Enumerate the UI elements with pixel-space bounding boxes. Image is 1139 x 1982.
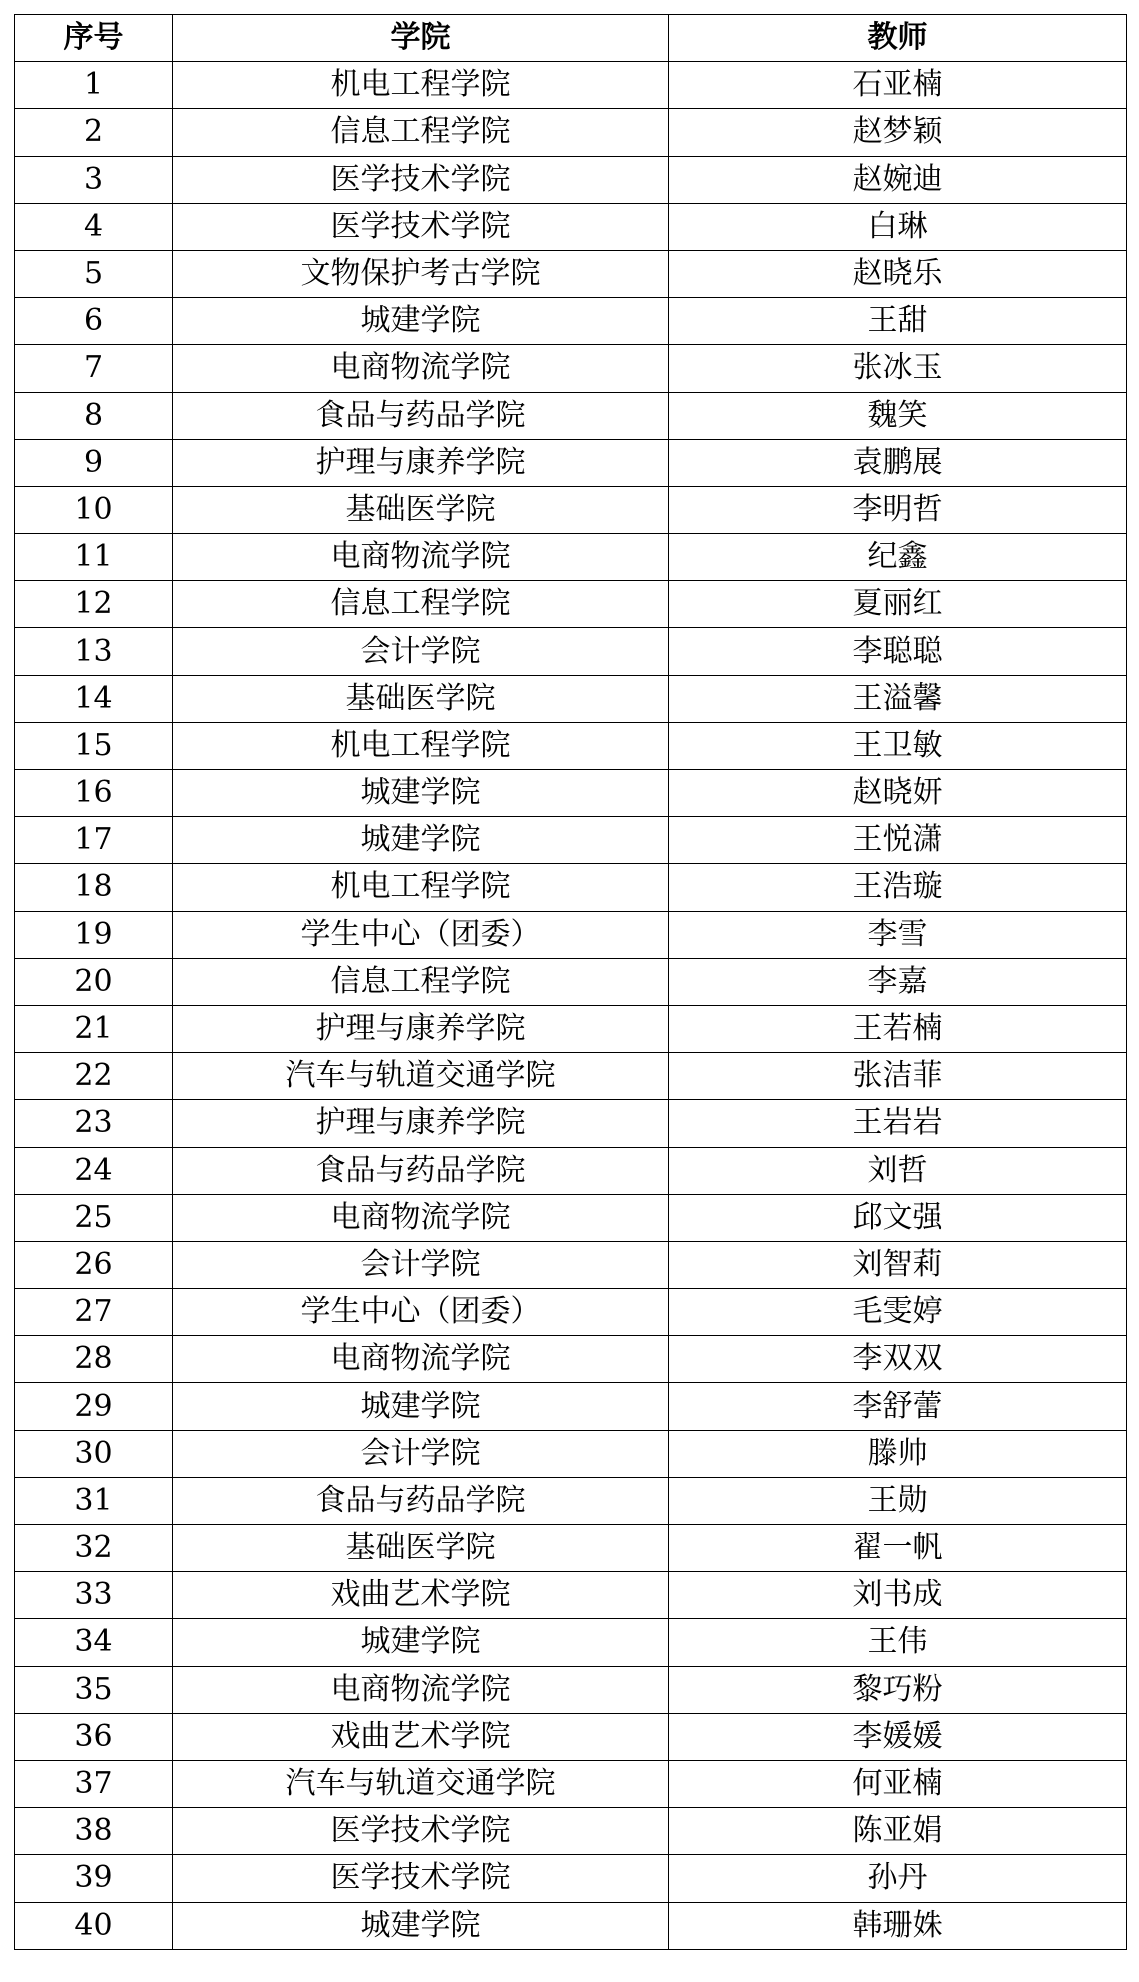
table-row bbox=[15, 958, 1127, 1005]
cell-teacher: 王若楠 bbox=[669, 1005, 1127, 1052]
cell-teacher: 王伟 bbox=[669, 1619, 1127, 1666]
cell-college: 城建学院 bbox=[173, 770, 669, 817]
cell-index: 33 bbox=[15, 1572, 173, 1619]
table-row bbox=[15, 1808, 1127, 1855]
cell-index: 16 bbox=[15, 770, 173, 817]
cell-college: 汽车与轨道交通学院 bbox=[173, 1760, 669, 1807]
cell-index: 36 bbox=[15, 1713, 173, 1760]
cell-college: 电商物流学院 bbox=[173, 1336, 669, 1383]
cell-college: 汽车与轨道交通学院 bbox=[173, 1053, 669, 1100]
table-row bbox=[15, 392, 1127, 439]
cell-index: 27 bbox=[15, 1289, 173, 1336]
cell-index: 32 bbox=[15, 1525, 173, 1572]
table-row bbox=[15, 911, 1127, 958]
cell-index: 29 bbox=[15, 1383, 173, 1430]
cell-teacher: 李明哲 bbox=[669, 486, 1127, 533]
table-header bbox=[15, 15, 1127, 62]
cell-teacher: 滕帅 bbox=[669, 1430, 1127, 1477]
cell-index: 15 bbox=[15, 722, 173, 769]
cell-college: 会计学院 bbox=[173, 1241, 669, 1288]
cell-college: 基础医学院 bbox=[173, 486, 669, 533]
cell-teacher: 李双双 bbox=[669, 1336, 1127, 1383]
cell-index: 13 bbox=[15, 628, 173, 675]
table-row bbox=[15, 203, 1127, 250]
cell-index: 11 bbox=[15, 534, 173, 581]
table-body bbox=[15, 62, 1127, 1950]
cell-college: 机电工程学院 bbox=[173, 62, 669, 109]
table-row bbox=[15, 1525, 1127, 1572]
cell-teacher: 李雪 bbox=[669, 911, 1127, 958]
cell-index: 3 bbox=[15, 156, 173, 203]
table-row bbox=[15, 1902, 1127, 1949]
table-row bbox=[15, 1005, 1127, 1052]
cell-college: 护理与康养学院 bbox=[173, 1005, 669, 1052]
cell-college: 城建学院 bbox=[173, 1619, 669, 1666]
cell-index: 14 bbox=[15, 675, 173, 722]
table-row bbox=[15, 1053, 1127, 1100]
cell-teacher: 王甜 bbox=[669, 298, 1127, 345]
cell-index: 18 bbox=[15, 864, 173, 911]
table-row bbox=[15, 817, 1127, 864]
table-row bbox=[15, 1336, 1127, 1383]
cell-college: 医学技术学院 bbox=[173, 156, 669, 203]
table-row bbox=[15, 1430, 1127, 1477]
cell-teacher: 赵梦颖 bbox=[669, 109, 1127, 156]
table-row bbox=[15, 628, 1127, 675]
cell-college: 城建学院 bbox=[173, 1902, 669, 1949]
table-row bbox=[15, 1855, 1127, 1902]
header-teacher: 教师 bbox=[669, 15, 1127, 62]
cell-college: 城建学院 bbox=[173, 817, 669, 864]
cell-index: 12 bbox=[15, 581, 173, 628]
table-row bbox=[15, 298, 1127, 345]
cell-college: 戏曲艺术学院 bbox=[173, 1713, 669, 1760]
cell-teacher: 夏丽红 bbox=[669, 581, 1127, 628]
table-row bbox=[15, 62, 1127, 109]
cell-college: 学生中心（团委） bbox=[173, 1289, 669, 1336]
cell-college: 医学技术学院 bbox=[173, 203, 669, 250]
cell-index: 7 bbox=[15, 345, 173, 392]
cell-college: 食品与药品学院 bbox=[173, 1477, 669, 1524]
cell-college: 护理与康养学院 bbox=[173, 1100, 669, 1147]
cell-teacher: 韩珊姝 bbox=[669, 1902, 1127, 1949]
cell-college: 学生中心（团委） bbox=[173, 911, 669, 958]
table-row bbox=[15, 109, 1127, 156]
cell-index: 5 bbox=[15, 250, 173, 297]
cell-college: 会计学院 bbox=[173, 1430, 669, 1477]
cell-index: 2 bbox=[15, 109, 173, 156]
table-row bbox=[15, 722, 1127, 769]
cell-teacher: 赵婉迪 bbox=[669, 156, 1127, 203]
cell-index: 31 bbox=[15, 1477, 173, 1524]
table-row bbox=[15, 1289, 1127, 1336]
table-row bbox=[15, 1100, 1127, 1147]
cell-teacher: 刘哲 bbox=[669, 1147, 1127, 1194]
cell-teacher: 石亚楠 bbox=[669, 62, 1127, 109]
table-row bbox=[15, 1713, 1127, 1760]
cell-teacher: 张冰玉 bbox=[669, 345, 1127, 392]
cell-college: 信息工程学院 bbox=[173, 581, 669, 628]
cell-index: 30 bbox=[15, 1430, 173, 1477]
cell-index: 23 bbox=[15, 1100, 173, 1147]
cell-index: 35 bbox=[15, 1666, 173, 1713]
cell-index: 22 bbox=[15, 1053, 173, 1100]
teacher-roster-table bbox=[14, 14, 1127, 1950]
cell-teacher: 王勋 bbox=[669, 1477, 1127, 1524]
cell-college: 城建学院 bbox=[173, 1383, 669, 1430]
cell-teacher: 刘书成 bbox=[669, 1572, 1127, 1619]
table-row bbox=[15, 1194, 1127, 1241]
cell-teacher: 陈亚娟 bbox=[669, 1808, 1127, 1855]
cell-college: 医学技术学院 bbox=[173, 1855, 669, 1902]
cell-college: 机电工程学院 bbox=[173, 722, 669, 769]
cell-index: 6 bbox=[15, 298, 173, 345]
table-row bbox=[15, 1477, 1127, 1524]
cell-index: 39 bbox=[15, 1855, 173, 1902]
table-row bbox=[15, 1619, 1127, 1666]
table-row bbox=[15, 1760, 1127, 1807]
table-row bbox=[15, 1241, 1127, 1288]
cell-index: 1 bbox=[15, 62, 173, 109]
cell-teacher: 邱文强 bbox=[669, 1194, 1127, 1241]
cell-teacher: 刘智莉 bbox=[669, 1241, 1127, 1288]
cell-index: 25 bbox=[15, 1194, 173, 1241]
cell-teacher: 李媛媛 bbox=[669, 1713, 1127, 1760]
cell-college: 电商物流学院 bbox=[173, 534, 669, 581]
cell-index: 21 bbox=[15, 1005, 173, 1052]
cell-index: 4 bbox=[15, 203, 173, 250]
cell-teacher: 王岩岩 bbox=[669, 1100, 1127, 1147]
cell-teacher: 何亚楠 bbox=[669, 1760, 1127, 1807]
cell-teacher: 赵晓妍 bbox=[669, 770, 1127, 817]
cell-teacher: 王溢馨 bbox=[669, 675, 1127, 722]
table-row bbox=[15, 770, 1127, 817]
cell-index: 20 bbox=[15, 958, 173, 1005]
cell-index: 17 bbox=[15, 817, 173, 864]
table-row bbox=[15, 486, 1127, 533]
table-row bbox=[15, 1666, 1127, 1713]
cell-teacher: 白琳 bbox=[669, 203, 1127, 250]
cell-teacher: 李嘉 bbox=[669, 958, 1127, 1005]
table-row bbox=[15, 675, 1127, 722]
header-row bbox=[15, 15, 1127, 62]
cell-teacher: 毛雯婷 bbox=[669, 1289, 1127, 1336]
cell-college: 城建学院 bbox=[173, 298, 669, 345]
cell-teacher: 王悦潇 bbox=[669, 817, 1127, 864]
cell-college: 电商物流学院 bbox=[173, 345, 669, 392]
cell-college: 基础医学院 bbox=[173, 1525, 669, 1572]
table-row bbox=[15, 345, 1127, 392]
cell-college: 会计学院 bbox=[173, 628, 669, 675]
cell-teacher: 王卫敏 bbox=[669, 722, 1127, 769]
cell-college: 电商物流学院 bbox=[173, 1194, 669, 1241]
cell-college: 医学技术学院 bbox=[173, 1808, 669, 1855]
cell-index: 8 bbox=[15, 392, 173, 439]
cell-teacher: 李聪聪 bbox=[669, 628, 1127, 675]
cell-index: 26 bbox=[15, 1241, 173, 1288]
cell-teacher: 黎巧粉 bbox=[669, 1666, 1127, 1713]
cell-teacher: 孙丹 bbox=[669, 1855, 1127, 1902]
cell-index: 28 bbox=[15, 1336, 173, 1383]
table-row bbox=[15, 864, 1127, 911]
cell-index: 9 bbox=[15, 439, 173, 486]
cell-teacher: 袁鹏展 bbox=[669, 439, 1127, 486]
cell-index: 38 bbox=[15, 1808, 173, 1855]
cell-college: 基础医学院 bbox=[173, 675, 669, 722]
table-row bbox=[15, 581, 1127, 628]
cell-index: 19 bbox=[15, 911, 173, 958]
table-row bbox=[15, 1383, 1127, 1430]
table-row bbox=[15, 250, 1127, 297]
cell-teacher: 王浩璇 bbox=[669, 864, 1127, 911]
table-row bbox=[15, 1147, 1127, 1194]
cell-college: 戏曲艺术学院 bbox=[173, 1572, 669, 1619]
cell-college: 文物保护考古学院 bbox=[173, 250, 669, 297]
table-row bbox=[15, 439, 1127, 486]
cell-teacher: 魏笑 bbox=[669, 392, 1127, 439]
cell-college: 电商物流学院 bbox=[173, 1666, 669, 1713]
cell-college: 食品与药品学院 bbox=[173, 1147, 669, 1194]
cell-teacher: 翟一帆 bbox=[669, 1525, 1127, 1572]
cell-teacher: 李舒蕾 bbox=[669, 1383, 1127, 1430]
header-college: 学院 bbox=[173, 15, 669, 62]
cell-index: 10 bbox=[15, 486, 173, 533]
cell-teacher: 张洁菲 bbox=[669, 1053, 1127, 1100]
cell-college: 食品与药品学院 bbox=[173, 392, 669, 439]
table-row bbox=[15, 534, 1127, 581]
cell-college: 机电工程学院 bbox=[173, 864, 669, 911]
cell-teacher: 纪鑫 bbox=[669, 534, 1127, 581]
cell-index: 24 bbox=[15, 1147, 173, 1194]
header-index: 序号 bbox=[15, 15, 173, 62]
cell-college: 信息工程学院 bbox=[173, 109, 669, 156]
cell-index: 40 bbox=[15, 1902, 173, 1949]
cell-teacher: 赵晓乐 bbox=[669, 250, 1127, 297]
cell-index: 37 bbox=[15, 1760, 173, 1807]
cell-index: 34 bbox=[15, 1619, 173, 1666]
table-row bbox=[15, 156, 1127, 203]
cell-college: 护理与康养学院 bbox=[173, 439, 669, 486]
cell-college: 信息工程学院 bbox=[173, 958, 669, 1005]
table-row bbox=[15, 1572, 1127, 1619]
